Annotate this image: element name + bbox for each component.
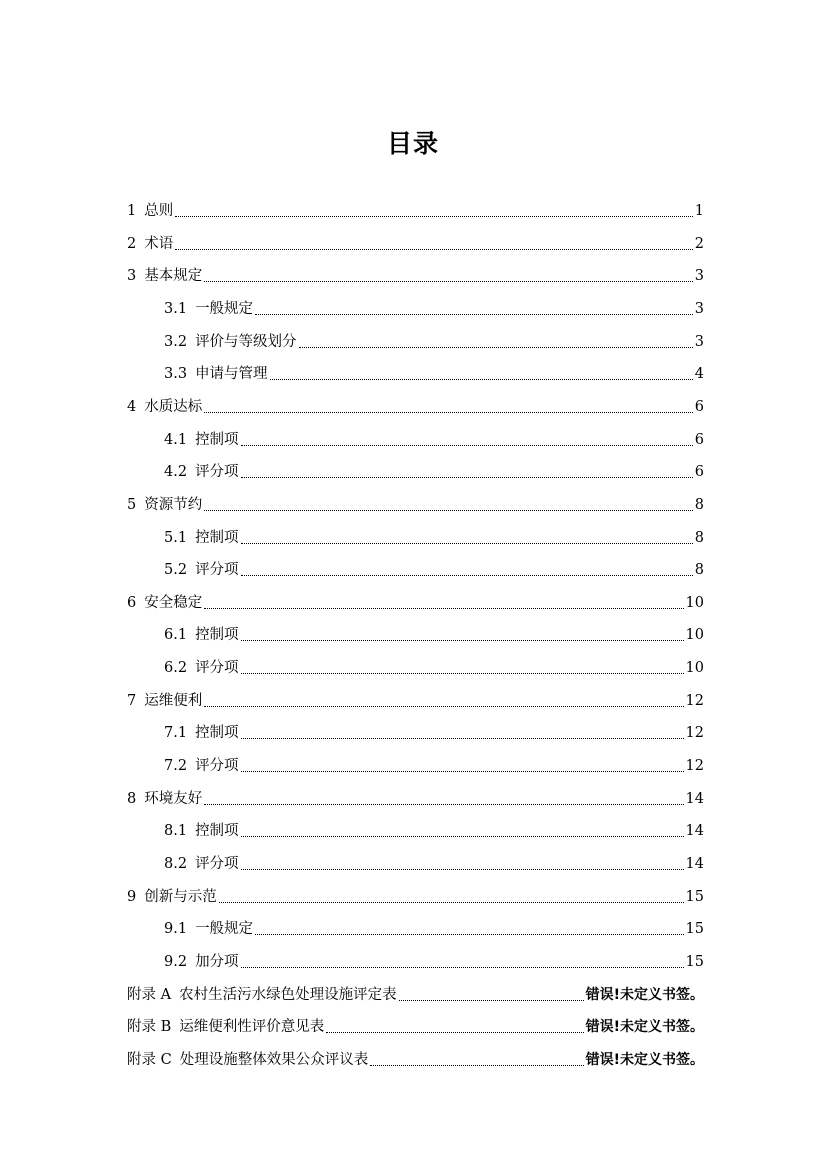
toc-entry[interactable]: [164, 744, 704, 776]
toc-entry-number: 4: [127, 398, 137, 415]
toc-dot-leader: [241, 868, 684, 870]
toc-entry-label: 处理设施整体效果公众评议表: [179, 1051, 369, 1068]
toc-entry-number: 6.2: [164, 660, 188, 677]
toc-dot-leader: [270, 378, 693, 380]
toc-dot-leader: [299, 346, 693, 348]
toc-title: 目录: [386, 129, 439, 158]
toc-entry[interactable]: [164, 613, 704, 645]
toc-dot-leader: [204, 705, 683, 707]
toc-entry-label: 创新与示范: [144, 888, 217, 905]
toc-entry[interactable]: [127, 222, 704, 254]
toc-entry-label: 运维便利: [144, 692, 203, 709]
toc-entry[interactable]: [164, 320, 704, 352]
toc-entry-page: 15: [685, 921, 704, 938]
toc-dot-leader: [241, 835, 684, 837]
toc-dot-leader: [175, 248, 693, 250]
toc-entry[interactable]: [164, 711, 704, 743]
toc-entry-page: 1: [694, 203, 704, 219]
toc-entry-page: 错误!未定义书签。: [585, 986, 704, 1003]
toc-entry-label: 环境友好: [144, 790, 203, 807]
toc-entry-number: 3.1: [164, 300, 188, 317]
toc-entry[interactable]: [164, 646, 704, 678]
toc-entry-page: 14: [685, 823, 704, 840]
toc-entry-label: 基本规定: [144, 268, 203, 285]
toc-dot-leader: [241, 737, 684, 739]
toc-entry[interactable]: [164, 548, 704, 580]
toc-entry-page: 2: [694, 235, 704, 252]
toc-entry-page: 4: [694, 366, 704, 383]
toc-entry[interactable]: [164, 287, 704, 319]
toc-entry-label: 控制项: [195, 627, 239, 644]
toc-dot-leader: [326, 1031, 583, 1033]
toc-entry[interactable]: [127, 189, 704, 221]
toc-entry-number: 附录 A: [127, 986, 172, 1003]
toc-entry-page: 8: [694, 529, 704, 546]
toc-entry-page: 6: [694, 431, 704, 448]
toc-entry-page: 错误!未定义书签。: [585, 1051, 704, 1068]
toc-entry-number: 3: [127, 268, 137, 285]
toc-entry[interactable]: [127, 254, 704, 286]
toc-entry-label: 一般规定: [195, 300, 254, 317]
toc-entry[interactable]: [127, 679, 704, 711]
toc-dot-leader: [255, 933, 683, 935]
toc-entry-page: 10: [685, 594, 704, 611]
toc-entry-number: 5.2: [164, 562, 188, 579]
toc-entry[interactable]: [127, 1005, 704, 1037]
toc-entry-page: 错误!未定义书签。: [585, 1019, 704, 1036]
toc-entry-page: 10: [685, 627, 704, 644]
toc-dot-leader: [255, 313, 693, 315]
toc-dot-leader: [370, 1064, 583, 1066]
toc-dot-leader: [241, 574, 693, 576]
toc-entry-label: 安全稳定: [144, 594, 203, 611]
toc-entry-number: 4.2: [164, 464, 188, 481]
toc-entry[interactable]: [127, 483, 704, 515]
toc-entry-number: 7.2: [164, 758, 188, 775]
toc-entry-page: 12: [685, 725, 704, 742]
toc-entry-label: 评分项: [195, 464, 239, 481]
toc-entry-number: 2: [127, 235, 137, 252]
toc-entry-page: 3: [694, 333, 704, 350]
toc-entry-number: 9.1: [164, 921, 188, 938]
toc-entry-label: 控制项: [195, 529, 239, 546]
toc-entry-label: 一般规定: [195, 921, 254, 938]
toc-entry-label: 控制项: [195, 431, 239, 448]
toc-entry-label: 术语: [144, 235, 174, 252]
toc-entry-page: 8: [694, 496, 704, 513]
toc-dot-leader: [399, 999, 584, 1001]
toc-entry-label: 水质达标: [144, 398, 203, 415]
toc-dot-leader: [241, 444, 693, 446]
toc-entry-label: 控制项: [195, 725, 239, 742]
toc-entry-page: 6: [694, 464, 704, 481]
toc-entry-label: 加分项: [195, 953, 239, 970]
toc-dot-leader: [241, 672, 684, 674]
toc-entry[interactable]: [127, 973, 704, 1005]
toc-entry-page: 6: [694, 398, 704, 415]
toc-entry-page: 3: [694, 300, 704, 317]
toc-dot-leader: [241, 476, 693, 478]
toc-entry[interactable]: [164, 516, 704, 548]
toc-entry-page: 12: [685, 758, 704, 775]
toc-entry-number: 3.3: [164, 366, 188, 383]
toc-entry-page: 8: [694, 562, 704, 579]
toc-dot-leader: [204, 509, 693, 511]
toc-entry-label: 申请与管理: [195, 366, 268, 383]
toc-entry[interactable]: [127, 581, 704, 613]
toc-entry[interactable]: [127, 1038, 704, 1070]
toc-entry-number: 9.2: [164, 953, 188, 970]
toc-entry-page: 15: [685, 953, 704, 970]
toc-entry[interactable]: [164, 940, 704, 972]
toc-dot-leader: [204, 607, 683, 609]
toc-entry-page: 3: [694, 268, 704, 285]
toc-entry-number: 7.1: [164, 725, 188, 742]
toc-entry-number: 1: [127, 203, 137, 219]
toc-entry-number: 4.1: [164, 431, 188, 448]
toc-entry[interactable]: [164, 418, 704, 450]
toc-entry-number: 6.1: [164, 627, 188, 644]
toc-entry[interactable]: [127, 777, 704, 809]
toc-entry-number: 8.1: [164, 823, 188, 840]
toc-entry-number: 9: [127, 888, 137, 905]
toc-entry-number: 8.2: [164, 856, 188, 872]
toc-entry-label: 评分项: [195, 562, 239, 579]
toc-entry-label: 运维便利性评价意见表: [179, 1019, 325, 1036]
toc-entry[interactable]: [164, 450, 704, 482]
toc-entry[interactable]: [164, 809, 704, 841]
toc-entry-label: 评分项: [195, 660, 239, 677]
toc-entry-label: 评分项: [195, 758, 239, 775]
toc-dot-leader: [241, 639, 684, 641]
toc-dot-leader: [241, 966, 684, 968]
toc-entry-number: 6: [127, 594, 137, 611]
toc-entry[interactable]: [127, 385, 704, 417]
toc-entry-label: 评分项: [195, 856, 239, 872]
toc-entry-number: 3.2: [164, 333, 188, 350]
toc-entry-page: 14: [685, 790, 704, 807]
toc-entry-number: 7: [127, 692, 137, 709]
toc-entry-number: 5.1: [164, 529, 188, 546]
toc-entry-label: 总则: [144, 203, 174, 219]
toc-entry-number: 附录 B: [127, 1019, 172, 1036]
toc-entry[interactable]: [127, 875, 704, 907]
toc-dot-leader: [241, 542, 693, 544]
toc-dot-leader: [204, 803, 683, 805]
toc-entry-page: 15: [685, 888, 704, 905]
toc-entry-label: 控制项: [195, 823, 239, 840]
toc-entry[interactable]: [164, 907, 704, 939]
toc-dot-leader: [204, 411, 693, 413]
toc-entry-page: 14: [685, 856, 704, 872]
toc-entry[interactable]: [164, 352, 704, 384]
toc-entry-label: 农村生活污水绿色处理设施评定表: [179, 986, 397, 1003]
toc-entry-number: 附录 C: [127, 1051, 172, 1068]
toc-dot-leader: [204, 280, 693, 282]
toc-entry-label: 资源节约: [144, 496, 203, 513]
toc-entry-number: 5: [127, 496, 137, 513]
toc-dot-leader: [175, 215, 693, 217]
toc-entry-page: 12: [685, 692, 704, 709]
toc-entry-label: 评价与等级划分: [195, 333, 297, 350]
toc-entry[interactable]: [164, 842, 704, 874]
toc-entry-page: 10: [685, 660, 704, 677]
toc-dot-leader: [219, 901, 684, 903]
toc-entry-number: 8: [127, 790, 137, 807]
toc-dot-leader: [241, 770, 684, 772]
